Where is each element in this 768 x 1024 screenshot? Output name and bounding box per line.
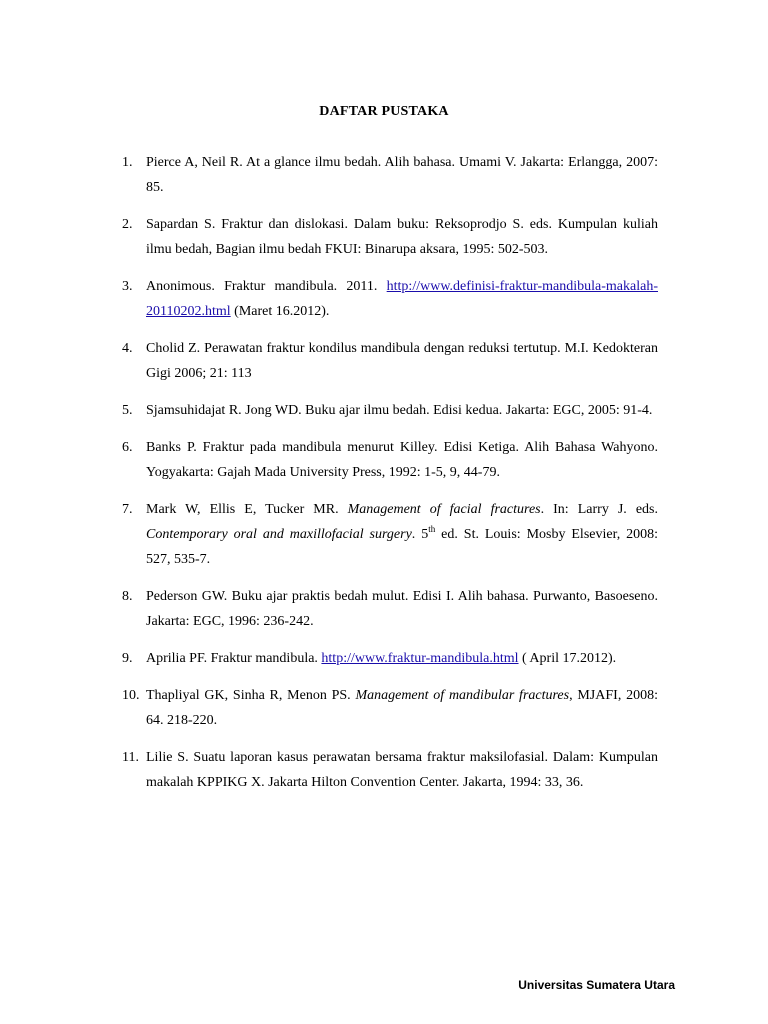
reference-link[interactable]: http://www.fraktur-mandibula.html <box>321 651 519 666</box>
reference-text-part: . 5 <box>411 527 429 542</box>
reference-item <box>122 336 658 386</box>
reference-text-part: ( April 17.2012). <box>518 651 617 666</box>
reference-item <box>122 646 658 671</box>
reference-text: Cholid Z. Perawatan fraktur kondilus mandibula dengan reduksi tertutup. M.I. Kedokteran Gigi 2006; 21: 113 <box>146 341 658 381</box>
reference-number: 7. <box>122 502 133 517</box>
reference-italic-title: Management of mandibular fractures <box>355 688 570 703</box>
reference-list <box>122 150 658 807</box>
reference-item <box>122 683 658 733</box>
reference-text-part: ed. St. Louis: Mosby Elsevier, 2008: 527, 535-7. <box>146 527 658 567</box>
reference-number: 8. <box>122 589 133 604</box>
reference-text-part: Aprilia PF. Fraktur mandibula. <box>146 651 322 666</box>
reference-text: Pederson GW. Buku ajar praktis bedah mulut. Edisi I. Alih bahasa. Purwanto, Basoeseno. Jakarta: EGC, 1996: 236-242. <box>146 589 658 629</box>
reference-text-part: . In: Larry J. eds. <box>540 502 658 517</box>
reference-item <box>122 497 658 572</box>
reference-number: 2. <box>122 217 133 232</box>
reference-item <box>122 745 658 795</box>
reference-number: 10. <box>122 688 140 703</box>
reference-item <box>122 150 658 200</box>
reference-text <box>146 497 658 572</box>
reference-link[interactable]: http://www.definisi-fraktur-mandibula-makalah-20110202.html <box>146 279 658 319</box>
reference-text: Sapardan S. Fraktur dan dislokasi. Dalam buku: Reksoprodjo S. eds. Kumpulan kuliah ilmu bedah, Bagian ilmu bedah FKUI: Binarupa aksara, 1995: 502-503. <box>146 217 658 257</box>
reference-number: 3. <box>122 279 133 294</box>
reference-text: Banks P. Fraktur pada mandibula menurut Killey. Edisi Ketiga. Alih Bahasa Wahyono. Yogyakarta: Gajah Mada University Press, 1992: 1-5, 9, 44-79. <box>146 440 658 480</box>
reference-number: 11. <box>122 750 139 765</box>
reference-text-part: (Maret 16.2012). <box>230 304 330 319</box>
reference-text: Sjamsuhidajat R. Jong WD. Buku ajar ilmu bedah. Edisi kedua. Jakarta: EGC, 2005: 91-4. <box>146 403 653 418</box>
reference-number: 4. <box>122 341 133 356</box>
reference-text <box>146 683 658 733</box>
reference-text-part: Mark W, Ellis E, Tucker MR. <box>146 502 348 517</box>
reference-number: 5. <box>122 403 133 418</box>
reference-italic-title: Contemporary oral and maxillofacial surgery <box>146 527 412 542</box>
reference-text <box>146 274 658 324</box>
page-title: DAFTAR PUSTAKA <box>319 104 449 119</box>
reference-text <box>146 646 658 671</box>
reference-number: 1. <box>122 155 133 170</box>
reference-text-part: , MJAFI, 2008: 64. 218-220. <box>146 688 658 728</box>
reference-text-part: Anonimous. Fraktur mandibula. 2011. <box>146 279 387 294</box>
reference-item <box>122 274 658 324</box>
reference-italic-title: Management of facial fractures <box>347 502 541 517</box>
reference-item <box>122 435 658 485</box>
reference-item <box>122 398 658 423</box>
reference-text-part: Thapliyal GK, Sinha R, Menon PS. <box>146 688 356 703</box>
reference-item <box>122 584 658 634</box>
reference-text: Lilie S. Suatu laporan kasus perawatan bersama fraktur maksilofasial. Dalam: Kumpulan makalah KPPIKG X. Jakarta Hilton Convention Center. Jakarta, 1994: 33, 36. <box>146 750 658 790</box>
reference-text: Pierce A, Neil R. At a glance ilmu bedah. Alih bahasa. Umami V. Jakarta: Erlangga, 2007: 85. <box>146 155 658 195</box>
footer-institution: Universitas Sumatera Utara <box>518 978 675 992</box>
reference-number: 6. <box>122 440 133 455</box>
edition-superscript: th <box>428 524 436 534</box>
reference-number: 9. <box>122 651 133 666</box>
reference-item <box>122 212 658 262</box>
